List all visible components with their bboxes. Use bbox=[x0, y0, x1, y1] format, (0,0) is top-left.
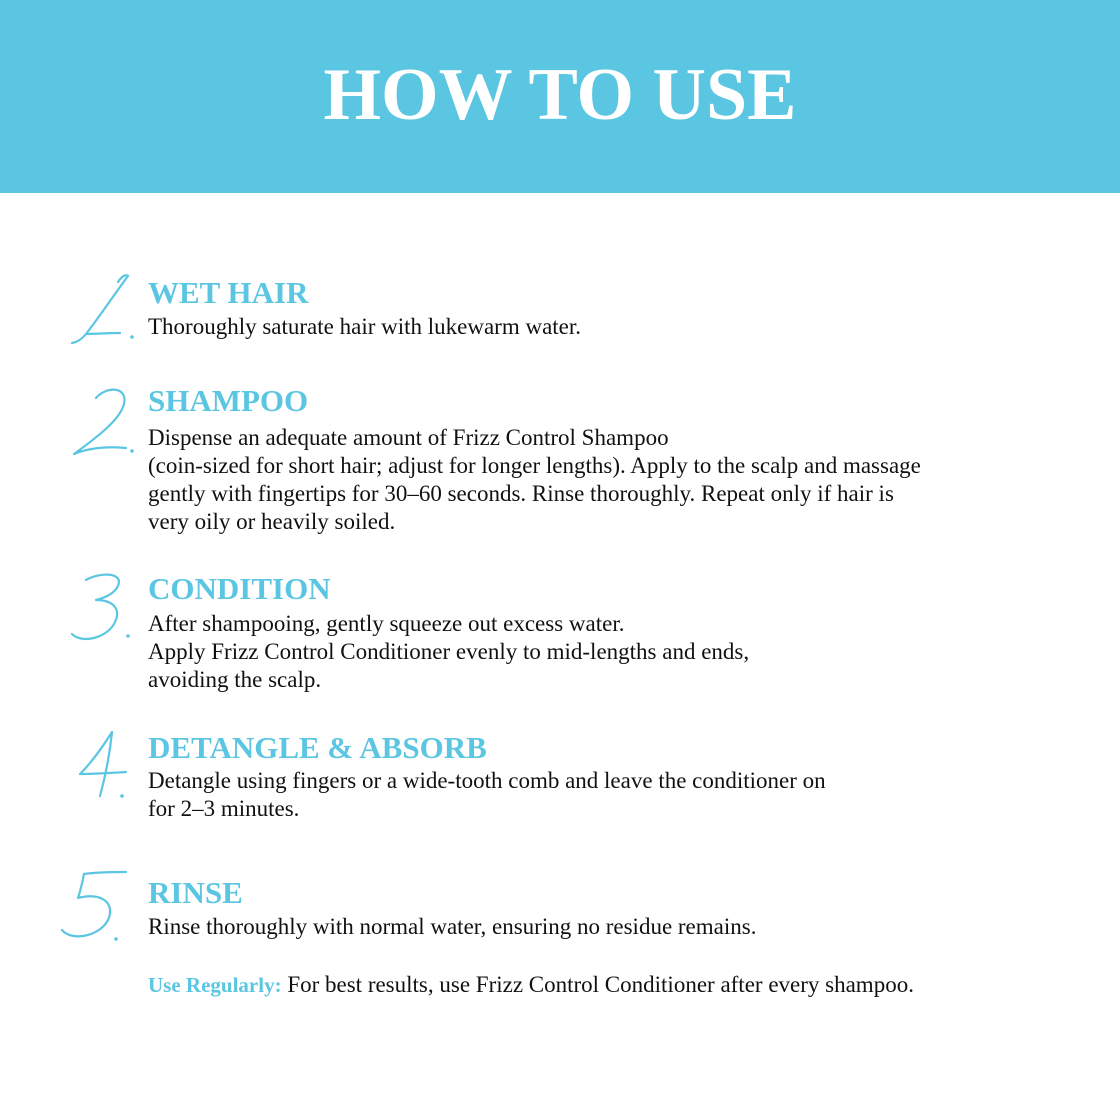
header-banner bbox=[0, 0, 1120, 193]
step-line: Dispense an adequate amount of Frizz Control Shampoo bbox=[148, 425, 669, 450]
step-description bbox=[148, 913, 756, 941]
step-description bbox=[148, 610, 749, 694]
step-line: Detangle using fingers or a wide-tooth comb and leave the conditioner on bbox=[148, 768, 826, 793]
numeral-3-icon bbox=[62, 568, 140, 648]
numeral-5-icon bbox=[54, 866, 132, 946]
page-title: HOW TO USE bbox=[323, 54, 797, 136]
step-line: Thoroughly saturate hair with lukewarm water. bbox=[148, 314, 582, 339]
step-line: (coin-sized for short hair; adjust for longer lengths). Apply to the scalp and massage bbox=[148, 453, 921, 478]
step-title: SHAMPOO bbox=[148, 383, 309, 418]
step-title: CONDITION bbox=[148, 571, 331, 606]
note-text: For best results, use Frizz Control Conditioner after every shampoo. bbox=[287, 972, 914, 997]
step-line: very oily or heavily soiled. bbox=[148, 509, 396, 534]
note-label: Use Regularly: bbox=[148, 973, 282, 997]
step-description bbox=[148, 313, 581, 341]
step-line: Apply Frizz Control Conditioner evenly to mid-lengths and ends, bbox=[148, 639, 750, 664]
step-title: RINSE bbox=[148, 875, 243, 910]
step-description bbox=[148, 424, 921, 536]
step-title: WET HAIR bbox=[148, 275, 309, 310]
usage-note bbox=[148, 971, 914, 999]
step-title: DETANGLE & ABSORB bbox=[148, 730, 487, 765]
step-line: for 2–3 minutes. bbox=[148, 796, 300, 821]
step-line: After shampooing, gently squeeze out excess water. bbox=[148, 611, 625, 636]
numeral-2-icon bbox=[66, 382, 144, 462]
step-line: gently with fingertips for 30–60 seconds. Rinse thoroughly. Repeat only if hair is bbox=[148, 481, 894, 506]
step-line: avoiding the scalp. bbox=[148, 667, 322, 692]
numeral-4-icon bbox=[72, 724, 150, 804]
step-description bbox=[148, 767, 826, 823]
step-line: Rinse thoroughly with normal water, ensuring no residue remains. bbox=[148, 914, 757, 939]
numeral-1-icon bbox=[66, 270, 144, 350]
